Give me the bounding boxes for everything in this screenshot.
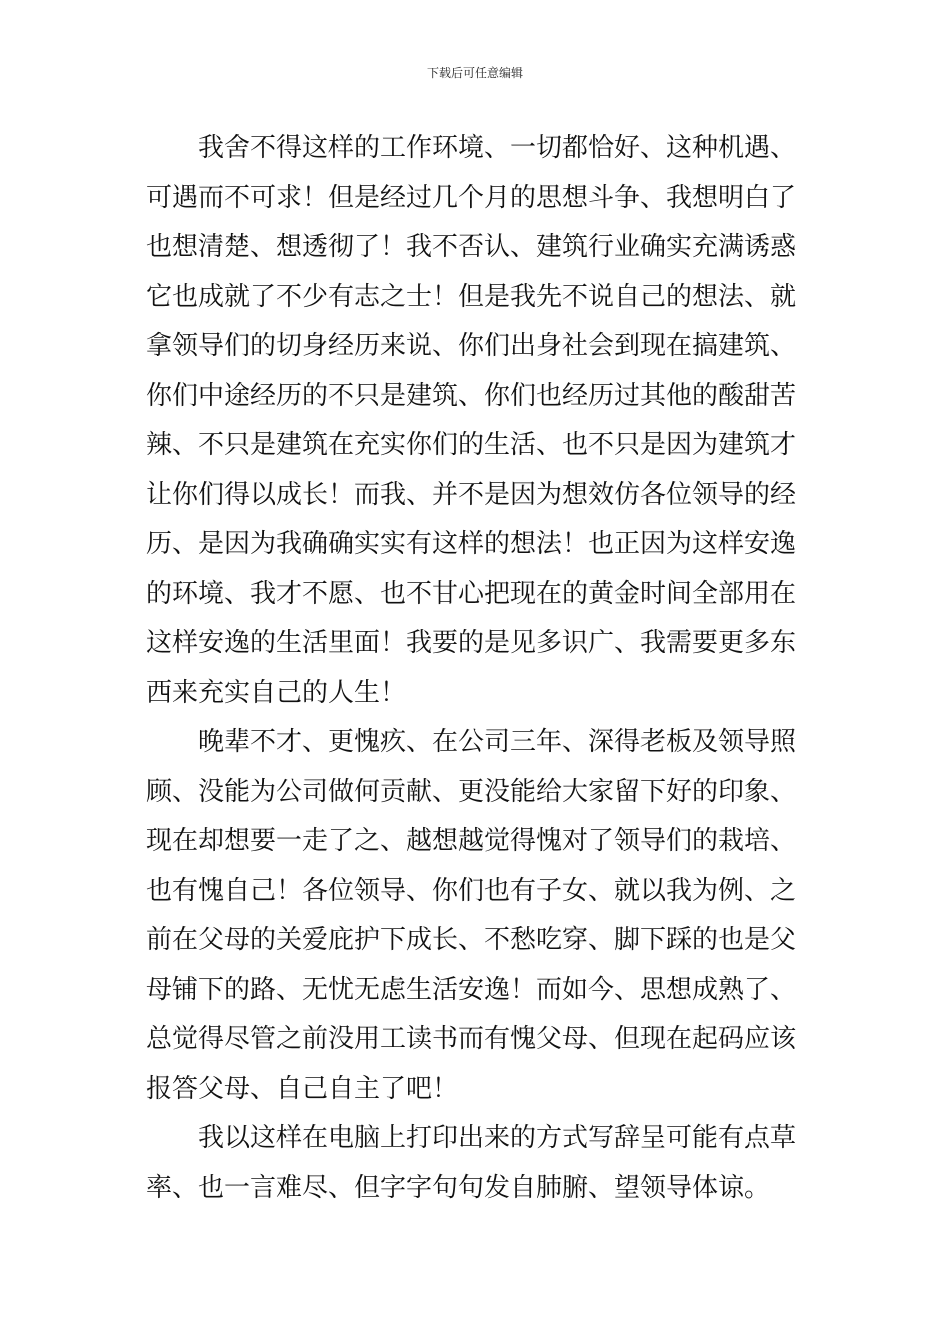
paragraph-2 — [146, 718, 810, 1114]
text-line: 报答父母、自己自主了吧！ — [146, 1073, 459, 1104]
text-line: 历、是因为我确确实实有这样的想法！也正因为这样安逸 — [146, 529, 797, 559]
text-line: 我舍不得这样的工作环境、一切都恰好、这种机遇、 — [198, 133, 797, 163]
page-header: 下载后可任意编辑 — [426, 66, 523, 80]
text-line: 这样安逸的生活里面！我要的是见多识广、我需要更多东 — [146, 628, 797, 658]
text-line: 晚辈不才、更愧疚、在公司三年、深得老板及领导照 — [198, 727, 797, 757]
text-line: 前在父母的关爱庇护下成长、不愁吃穿、脚下踩的也是父 — [146, 925, 797, 955]
text-line: 我以这样在电脑上打印出来的方式写辞呈可能有点草 — [198, 1123, 797, 1153]
text-line: 也想清楚、想透彻了！我不否认、建筑行业确实充满诱惑 — [146, 232, 797, 262]
text-line: 总觉得尽管之前没用工读书而有愧父母、但现在起码应该 — [146, 1024, 797, 1054]
paragraph-3 — [146, 1114, 810, 1213]
text-line: 的环境、我才不愿、也不甘心把现在的黄金时间全部用在 — [146, 578, 797, 609]
text-line: 现在却想要一走了之、越想越觉得愧对了领导们的栽培、 — [146, 826, 797, 856]
text-line: 你们中途经历的不只是建筑、你们也经历过其他的酸甜苦 — [146, 380, 797, 411]
text-line: 西来充实自己的人生！ — [146, 677, 407, 708]
text-line: 率、也一言难尽、但字字句句发自肺腑、望领导体谅。 — [146, 1172, 771, 1203]
text-line: 可遇而不可求！但是经过几个月的思想斗争、我想明白了 — [146, 182, 797, 213]
text-line: 顾、没能为公司做何贡献、更没能给大家留下好的印象、 — [146, 776, 797, 807]
document-body — [146, 124, 810, 1213]
text-line: 辣、不只是建筑在充实你们的生活、也不只是因为建筑才 — [146, 430, 797, 460]
text-line: 让你们得以成长！而我、并不是因为想效仿各位领导的经 — [146, 479, 797, 510]
paragraph-1 — [146, 124, 810, 718]
text-line: 拿领导们的切身经历来说、你们出身社会到现在搞建筑、 — [146, 331, 797, 361]
text-line: 也有愧自己！各位领导、你们也有子女、就以我为例、之 — [146, 875, 797, 906]
text-line: 母铺下的路、无忧无虑生活安逸！而如今、思想成熟了、 — [146, 974, 797, 1005]
text-line: 它也成就了不少有志之士！但是我先不说自己的想法、就 — [146, 281, 797, 312]
